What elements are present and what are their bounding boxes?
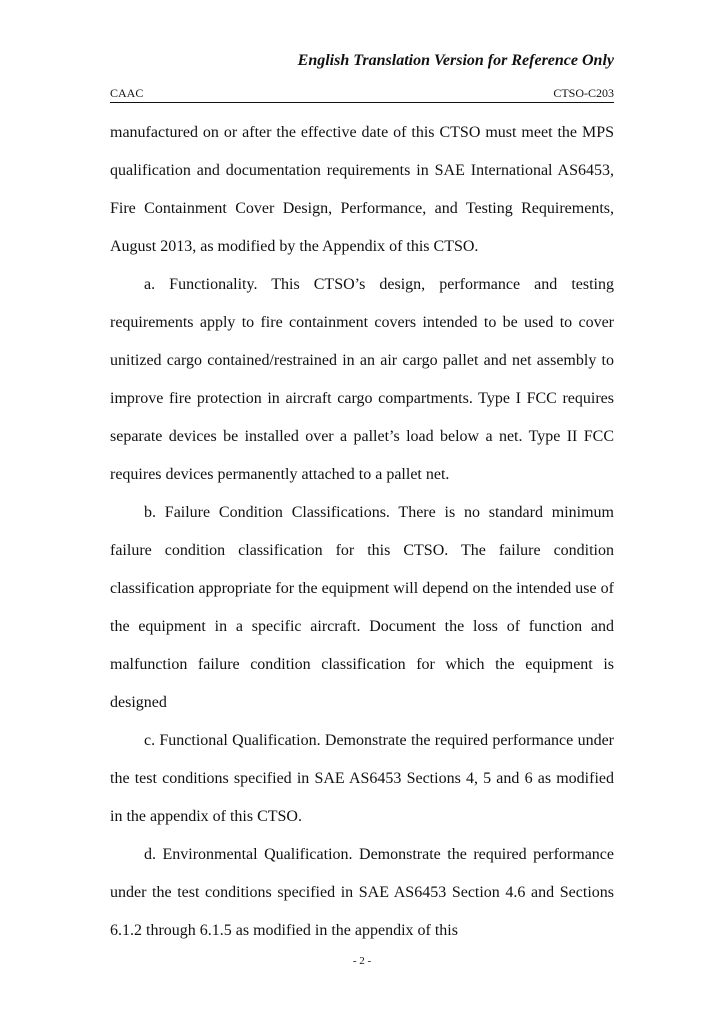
paragraph-environmental-qualification: d. Environmental Qualification. Demonstrate the required performance under the test conditions specified in SAE AS6453 Section 4.6 and Sections 6.1.2 through 6.1.5 as modified in the appendix of this	[110, 846, 614, 939]
paragraph-continuation: manufactured on or after the effective date of this CTSO must meet the MPS qualification and documentation requirements in SAE International AS6453, Fire Containment Cover Design, Performance, and Testing Requirements, August 2013, as modified by the Appendix of this CTSO.	[110, 124, 614, 255]
paragraph-functional-qualification: c. Functional Qualification. Demonstrate the required performance under the test conditions specified in SAE AS6453 Sections 4, 5 and 6 as modified in the appendix of this CTSO.	[110, 732, 614, 825]
paragraph-failure-condition: b. Failure Condition Classifications. There is no standard minimum failure condition classification for this CTSO. The failure condition classification appropriate for the equipment will depend on the intended use of the equipment in a specific aircraft. Document the loss of function and malfunction failure condition classification for which the equipment is designed	[110, 504, 614, 711]
body-text	[110, 114, 614, 950]
running-header	[110, 86, 614, 103]
header-document-id: CTSO-C203	[553, 86, 614, 100]
translation-note: English Translation Version for Reference Only	[297, 52, 614, 69]
page-number: - 2 -	[352, 955, 372, 967]
header-organization: CAAC	[110, 86, 144, 100]
paragraph-functionality: a. Functionality. This CTSO’s design, performance and testing requirements apply to fire containment covers intended to be used to cover unitized cargo contained/restrained in an air cargo pallet and net assembly to improve fire protection in aircraft cargo compartments. Type I FCC requires separate devices be installed over a pallet’s load below a net. Type II FCC requires devices permanently attached to a pallet net.	[110, 276, 614, 483]
